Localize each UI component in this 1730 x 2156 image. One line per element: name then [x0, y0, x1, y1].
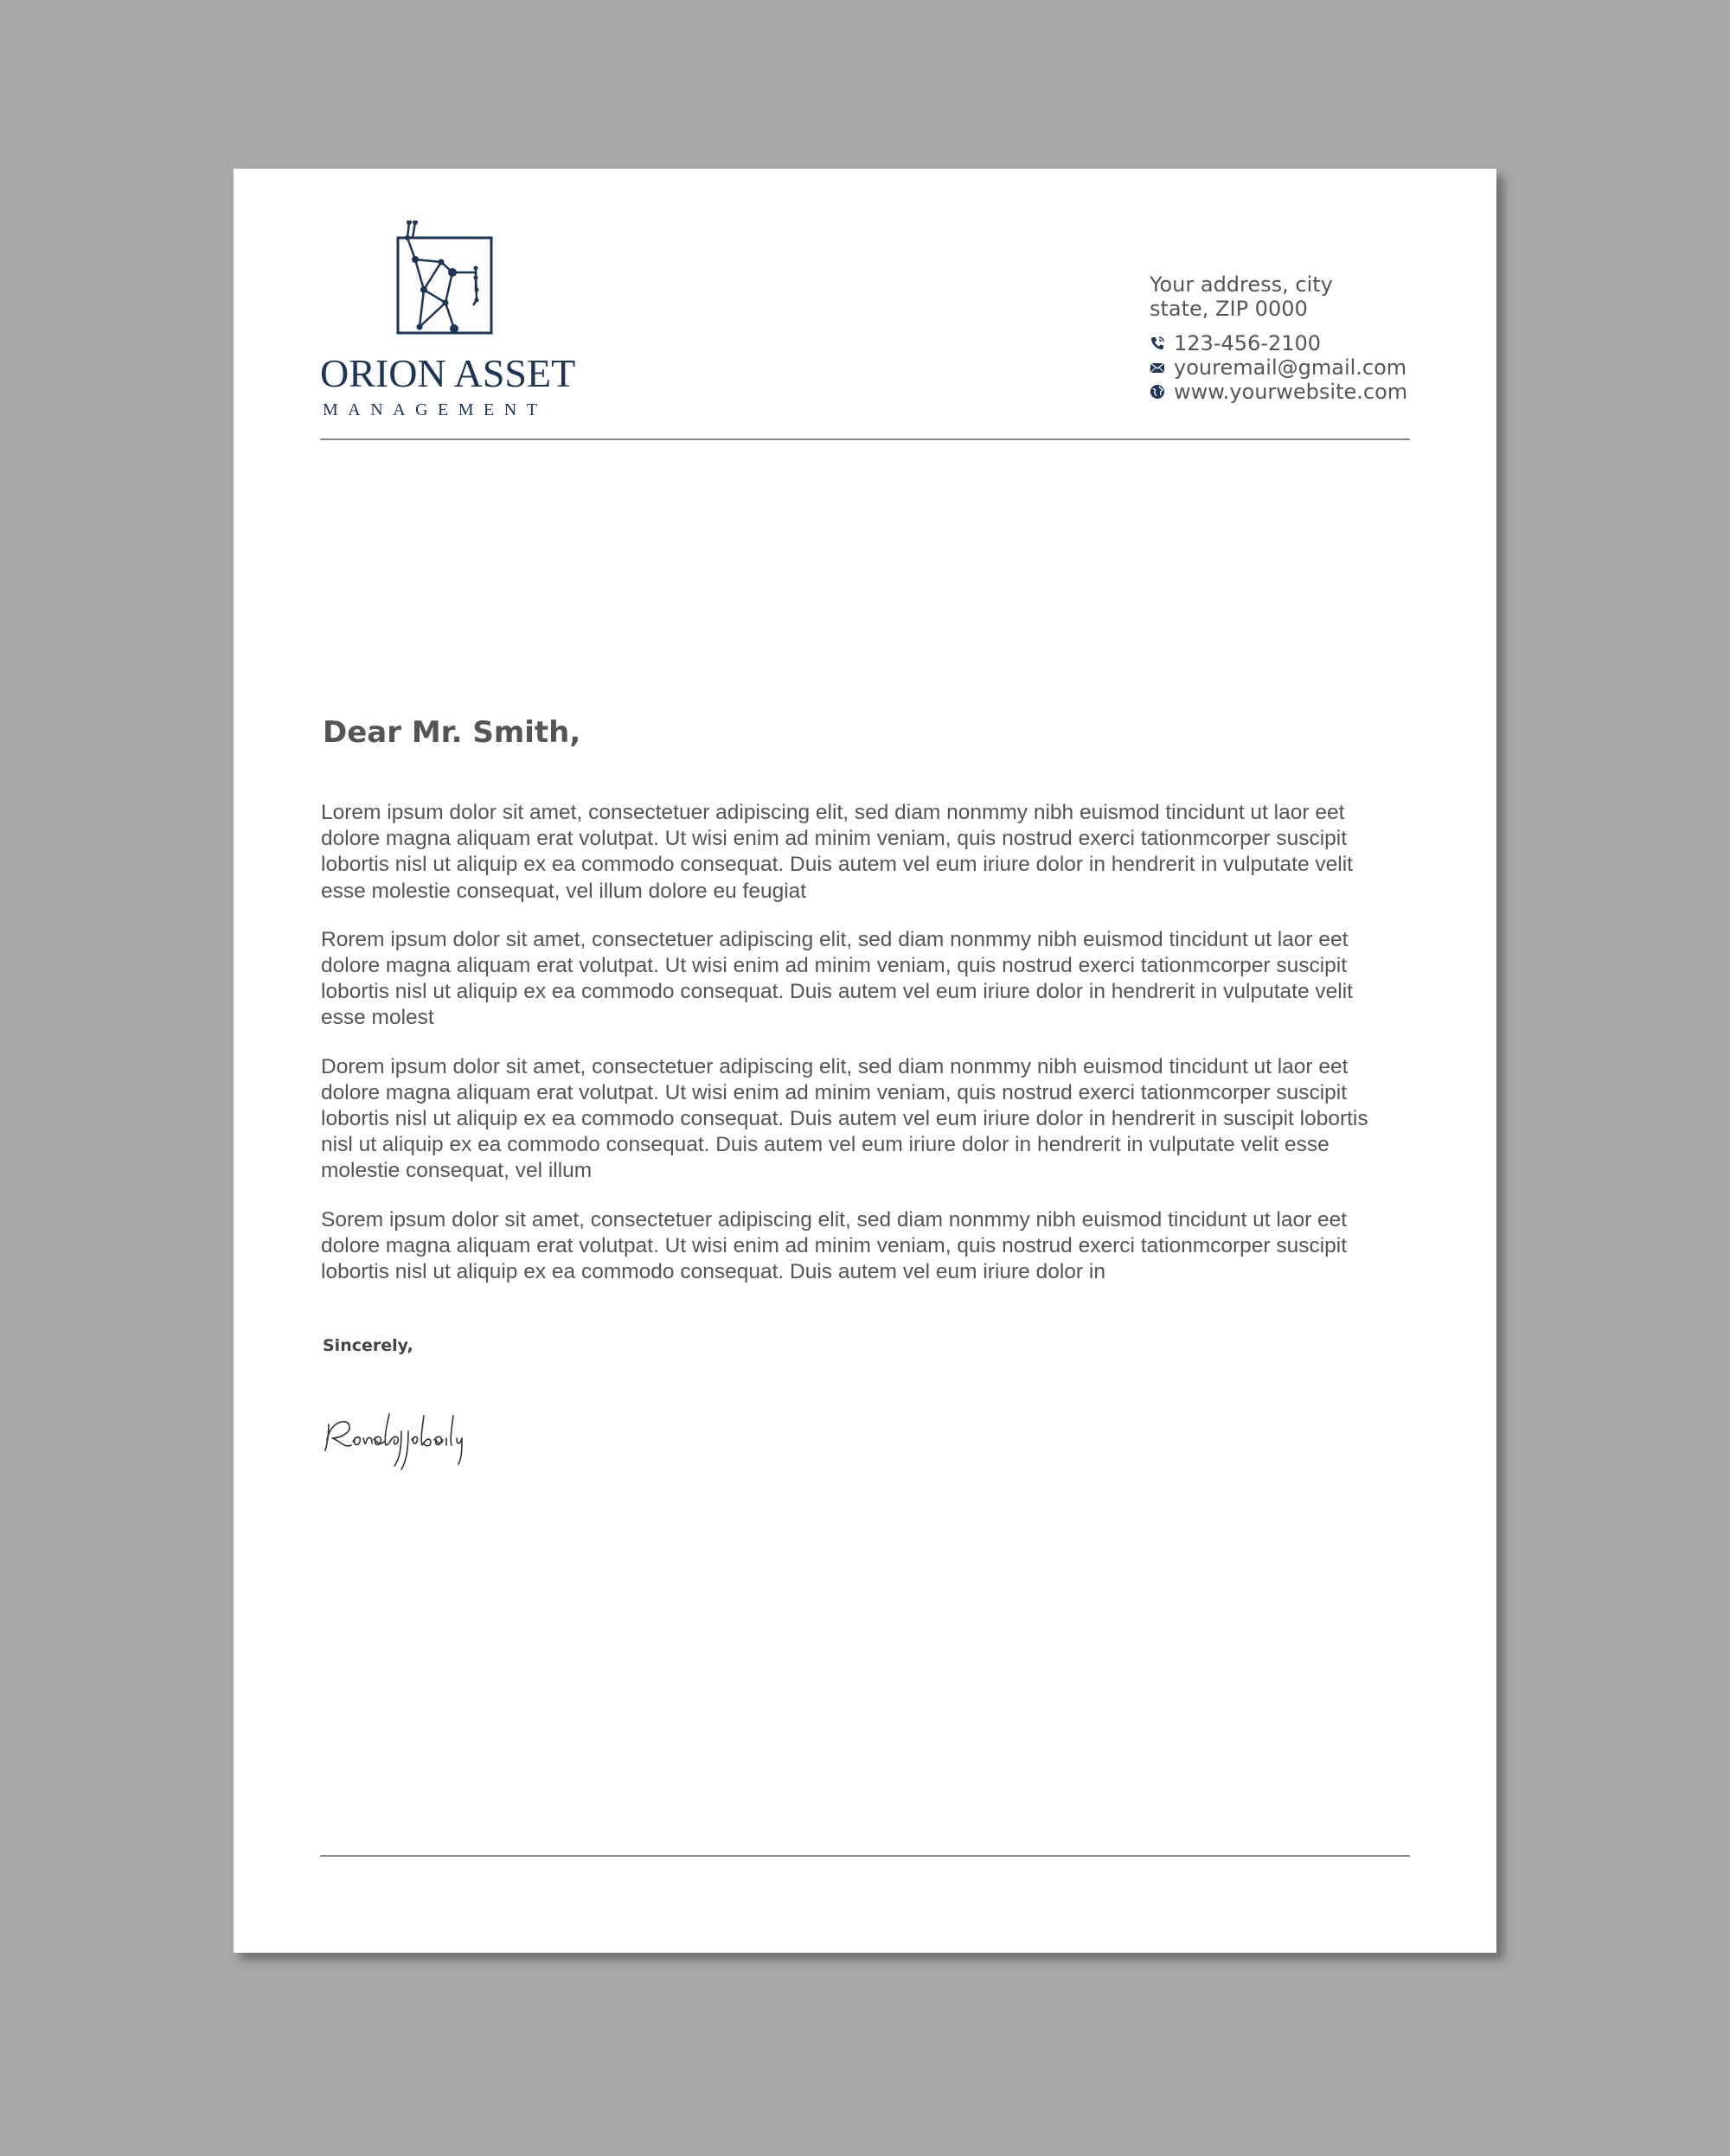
letter-body [321, 800, 1376, 1308]
contact-block [1150, 272, 1426, 404]
mail-icon [1150, 360, 1165, 375]
website-url[interactable]: www.yourwebsite.com [1174, 380, 1408, 404]
signature [322, 1405, 495, 1475]
constellation-icon [394, 221, 506, 350]
email-row [1150, 355, 1426, 380]
globe-icon [1150, 384, 1165, 400]
header-divider [320, 438, 1410, 440]
paragraph: Sorem ipsum dolor sit amet, consectetuer adipiscing elit, sed diam nonmmy nibh euismod tincidunt ut laor eet dolore magna aliquam erat volutpat. Ut wisi enim ad minim veniam, quis nostrud exerci tationmcorper suscipit lobortis nisl ut aliquip ex ea commodo consequat. Duis autem vel eum iriure dolor in [321, 1207, 1348, 1284]
phone-row [1150, 331, 1426, 355]
phone-icon [1150, 336, 1165, 351]
website-row [1150, 380, 1426, 404]
phone-number: 123-456-2100 [1174, 331, 1322, 355]
email-address[interactable]: youremail@gmail.com [1174, 355, 1407, 380]
paragraph: Rorem ipsum dolor sit amet, consectetuer adipiscing elit, sed diam nonmmy nibh euismod tincidunt ut laor eet dolore magna aliquam erat volutpat. Ut wisi enim ad minim veniam, quis nostrud exerci tationmcorper suscipit lobortis nisl ut aliquip ex ea commodo consequat. Duis autem vel eum iriure dolor in hendrerit in vulputate velit esse molest [321, 927, 1353, 1030]
brand-subtitle: MANAGEMENT [323, 400, 548, 419]
address [1150, 272, 1426, 321]
address-line-1: Your address, city [1150, 272, 1333, 297]
company-logo [320, 221, 597, 419]
closing: Sincerely, [323, 1336, 413, 1355]
paragraph: Dorem ipsum dolor sit amet, consectetuer adipiscing elit, sed diam nonmmy nibh euismod tincidunt ut laor eet dolore magna aliquam erat volutpat. Ut wisi enim ad minim veniam, quis nostrud exerci tationmcorper suscipit lobortis nisl ut aliquip ex ea commodo consequat. Duis autem vel eum iriure dolor in hendrerit in suscipit lobortis nisl ut aliquip ex ea commodo consequat. Duis autem vel eum iriure dolor in hendrerit in vulputate velit esse molestie consequat, vel illum [321, 1054, 1368, 1183]
address-line-2: state, ZIP 0000 [1150, 297, 1308, 321]
paragraph: Lorem ipsum dolor sit amet, consectetuer adipiscing elit, sed diam nonmmy nibh euismod tincidunt ut laor eet dolore magna aliquam erat volutpat. Ut wisi enim ad minim veniam, quis nostrud exerci tationmcorper suscipit lobortis nisl ut aliquip ex ea commodo consequat. Duis autem vel eum iriure dolor in hendrerit in vulputate velit esse molestie consequat, vel illum dolore eu feugiat [321, 801, 1353, 903]
letterhead-page [234, 169, 1496, 1953]
brand-name: ORION ASSET [320, 351, 576, 395]
footer-divider [320, 1855, 1410, 1857]
salutation: Dear Mr. Smith, [323, 715, 581, 750]
